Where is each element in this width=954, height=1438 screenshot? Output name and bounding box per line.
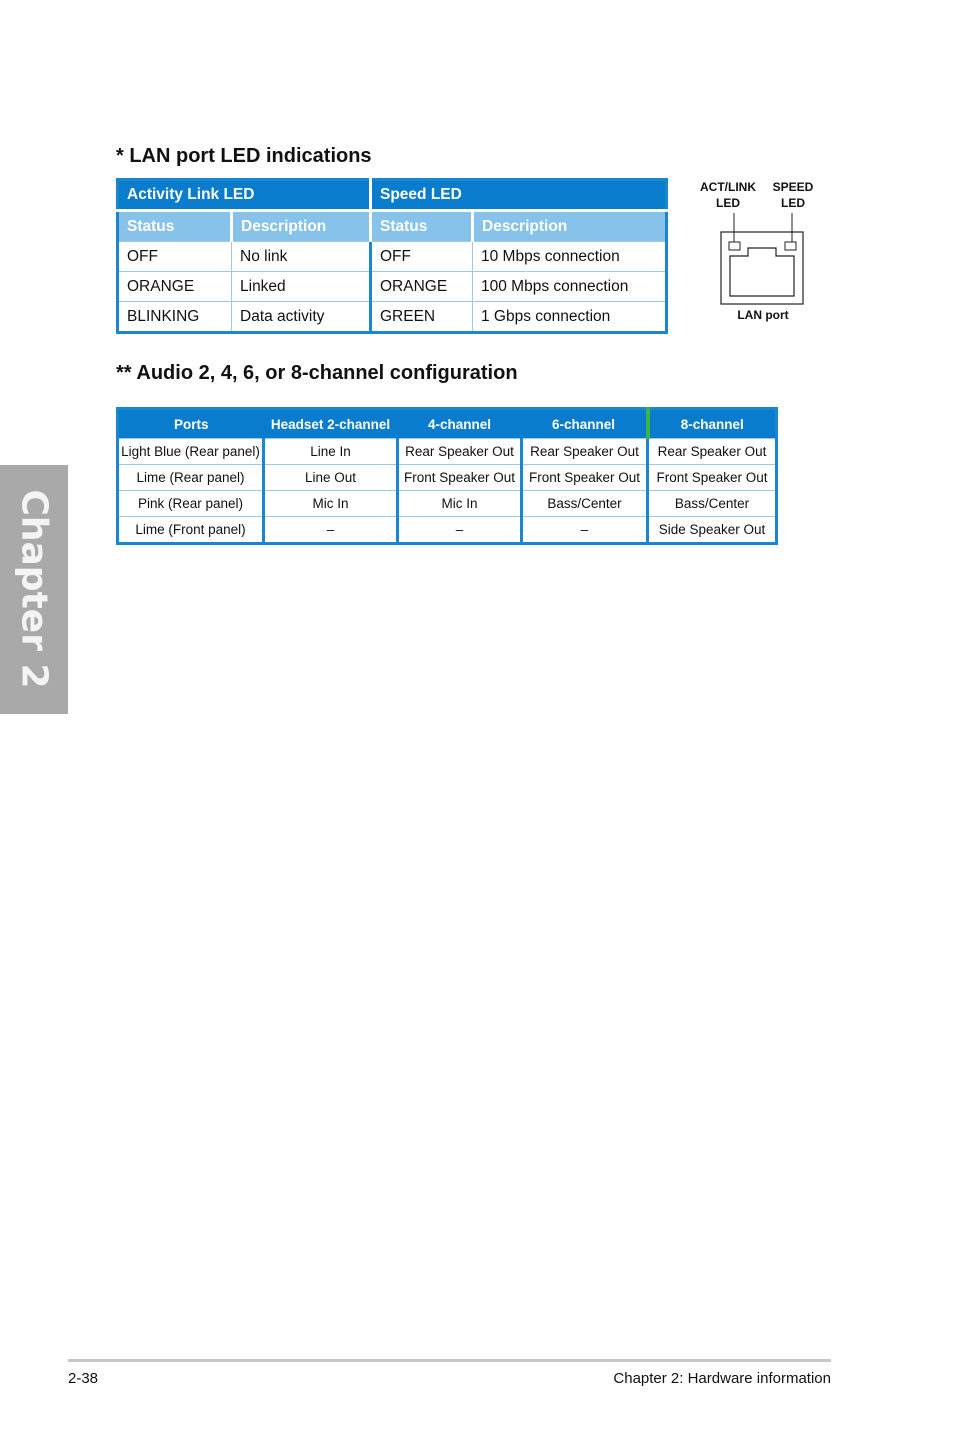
audio-header-row <box>118 409 777 439</box>
column-header: Description <box>232 211 371 242</box>
table-row <box>118 517 777 544</box>
table-cell: Light Blue (Rear panel) <box>118 439 264 465</box>
column-header: 6-channel <box>522 409 648 439</box>
table-row <box>118 465 777 491</box>
table-cell: 100 Mbps connection <box>473 272 667 302</box>
table-cell: GREEN <box>371 302 473 333</box>
table-cell: Bass/Center <box>522 491 648 517</box>
table-cell: Mic In <box>264 491 398 517</box>
footer-divider <box>68 1359 831 1362</box>
column-header: 4-channel <box>398 409 522 439</box>
speed-led-header: Speed LED <box>371 180 667 211</box>
table-cell: Pink (Rear panel) <box>118 491 264 517</box>
column-header: 8-channel <box>648 409 777 439</box>
table-cell: Rear Speaker Out <box>648 439 777 465</box>
speed-label-line1: SPEED <box>772 180 814 194</box>
table-cell: ORANGE <box>118 272 232 302</box>
lan-column-header-row <box>118 211 667 242</box>
table-cell: Rear Speaker Out <box>398 439 522 465</box>
table-cell: Side Speaker Out <box>648 517 777 544</box>
table-cell: Line In <box>264 439 398 465</box>
lan-group-header-row <box>118 180 667 211</box>
table-row <box>118 302 667 333</box>
activity-link-led-header: Activity Link LED <box>118 180 371 211</box>
table-cell: Bass/Center <box>648 491 777 517</box>
table-row <box>118 272 667 302</box>
table-cell: Lime (Rear panel) <box>118 465 264 491</box>
table-row <box>118 491 777 517</box>
table-row <box>118 242 667 272</box>
lan-port-diagram <box>690 176 830 326</box>
table-cell: Front Speaker Out <box>648 465 777 491</box>
column-header: Status <box>371 211 473 242</box>
chapter-side-tab <box>0 465 68 714</box>
table-cell: Rear Speaker Out <box>522 439 648 465</box>
act-link-label-line1: ACT/LINK <box>700 180 756 194</box>
table-cell: Linked <box>232 272 371 302</box>
lan-led-table <box>116 178 668 334</box>
table-cell: No link <box>232 242 371 272</box>
speed-label-line2: LED <box>781 196 805 210</box>
table-cell: – <box>522 517 648 544</box>
table-cell: OFF <box>371 242 473 272</box>
table-cell: 10 Mbps connection <box>473 242 667 272</box>
table-cell: 1 Gbps connection <box>473 302 667 333</box>
lan-port-icon <box>690 176 830 326</box>
table-cell: ORANGE <box>371 272 473 302</box>
table-cell: – <box>264 517 398 544</box>
table-cell: Front Speaker Out <box>398 465 522 491</box>
table-cell: Data activity <box>232 302 371 333</box>
table-cell: – <box>398 517 522 544</box>
page-number: 2-38 <box>68 1370 99 1387</box>
column-header: Headset 2-channel <box>264 409 398 439</box>
audio-section-title: ** Audio 2, 4, 6, or 8-channel configuration <box>116 362 518 384</box>
table-cell: Front Speaker Out <box>522 465 648 491</box>
table-row <box>118 439 777 465</box>
table-cell: Line Out <box>264 465 398 491</box>
table-cell: BLINKING <box>118 302 232 333</box>
chapter-side-tab-label: Chapter 2 <box>13 489 55 689</box>
column-header: Description <box>473 211 667 242</box>
column-header: Status <box>118 211 232 242</box>
act-link-label-line2: LED <box>716 196 740 210</box>
footer-chapter-title: Chapter 2: Hardware information <box>613 1370 831 1387</box>
table-cell: Lime (Front panel) <box>118 517 264 544</box>
column-header: Ports <box>118 409 264 439</box>
audio-config-table <box>116 407 778 545</box>
lan-port-label: LAN port <box>737 308 789 322</box>
lan-section-title: * LAN port LED indications <box>116 145 372 167</box>
table-cell: Mic In <box>398 491 522 517</box>
table-cell: OFF <box>118 242 232 272</box>
